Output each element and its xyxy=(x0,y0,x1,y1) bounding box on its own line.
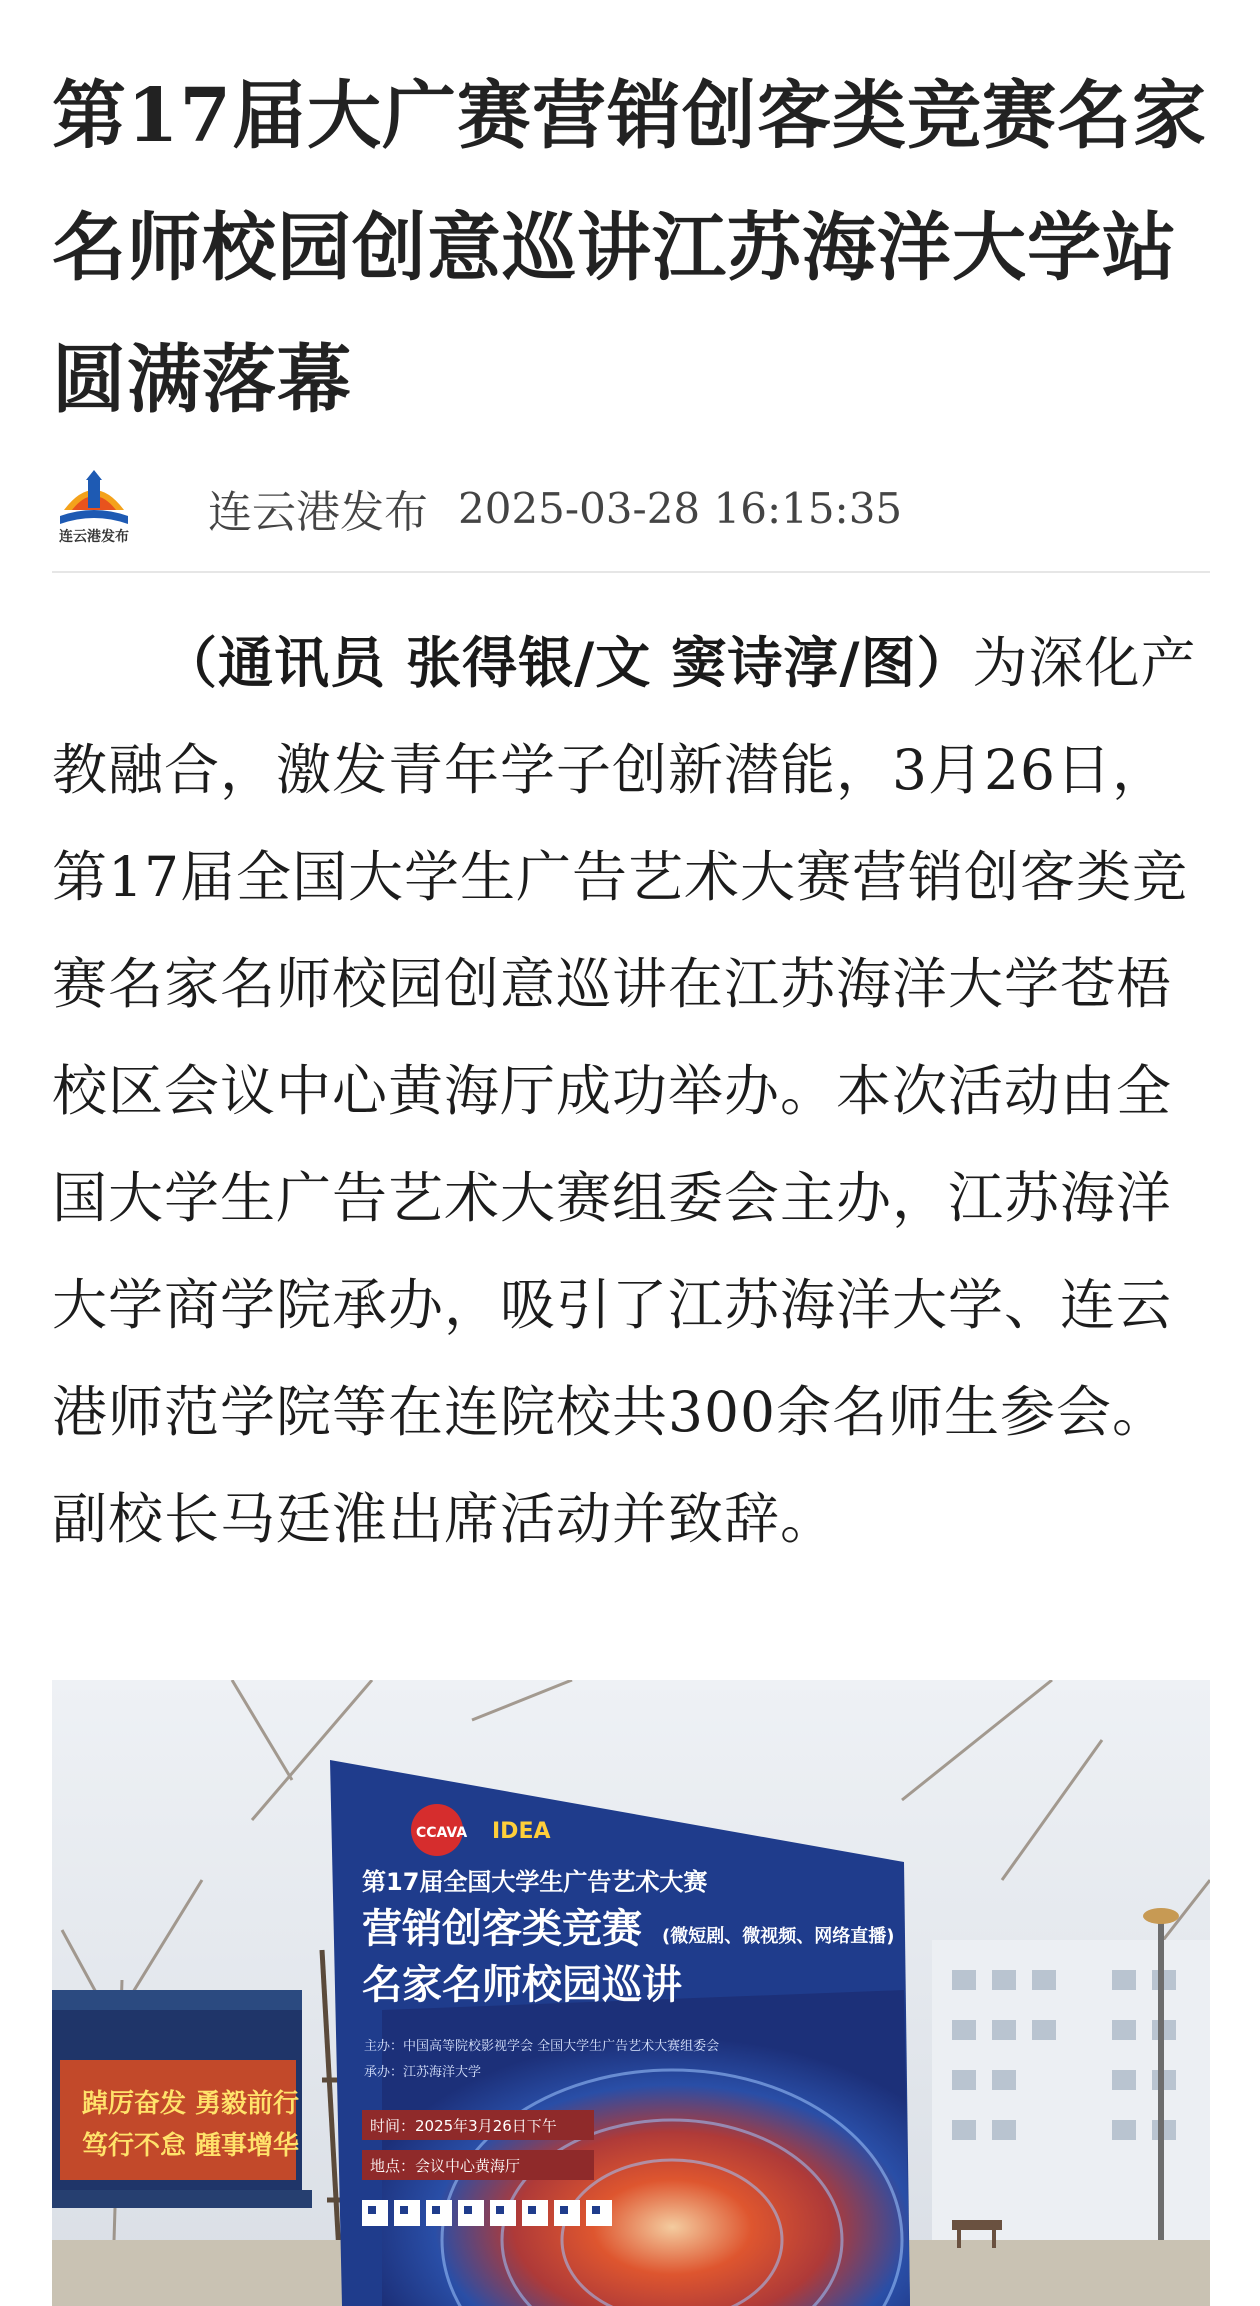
author-credit: （通讯员 张得银/文 窦诗淳/图） xyxy=(162,631,973,695)
board-title-2-sub: (微短剧、微视频、网络直播) xyxy=(662,1926,895,1947)
publish-time: 2025-03-28 16:15:35 xyxy=(458,483,903,533)
board-org-1: 主办：中国高等院校影视学会 全国大学生广告艺术大赛组委会 xyxy=(364,2039,720,2054)
article-page xyxy=(52,0,1210,2175)
article-meta xyxy=(52,468,1210,548)
article-title: 第17届大广赛营销创客类竞赛名家名师校园创意巡讲江苏海洋大学站圆满落幕 xyxy=(52,73,1207,423)
article-photo[interactable] xyxy=(52,1680,1210,2306)
paragraph-text: 为深化产教融合，激发青年学子创新潜能，3月26日，第17届全国大学生广告艺术大赛营销创客类竞赛名家名师校园创意巡讲在江苏海洋大学苍梧校区会议中心黄海厅成功举办。本次活动由全国大学生广告艺术大赛组委会主办，江苏海洋大学商学院承办，吸引了江苏海洋大学、连云港师范学院等在连院校共300余名师生参会。副校长马廷淮出席活动并致辞。 xyxy=(52,631,1197,1551)
board-place: 地点：会议中心黄海厅 xyxy=(370,2157,521,2175)
sign-text-2: 笃行不怠 踵事增华 xyxy=(82,2131,300,2161)
source-logo[interactable] xyxy=(52,470,136,546)
ccava-logo: CCAVA xyxy=(416,1825,468,1841)
article-paragraph xyxy=(52,610,1210,1573)
divider xyxy=(52,571,1210,573)
logo-caption: 连云港发布 xyxy=(59,529,129,545)
source-name[interactable]: 连云港发布 xyxy=(208,487,428,538)
board-title-2: 营销创客类竞赛 xyxy=(362,1906,642,1952)
idea-logo: IDEA xyxy=(492,1819,551,1844)
board-title-3: 名家名师校园巡讲 xyxy=(362,1962,682,2008)
event-board-photo xyxy=(52,1680,1210,2306)
board-title-1: 第17届全国大学生广告艺术大赛 xyxy=(362,1868,708,1896)
sign-text-1: 踔厉奋发 勇毅前行 xyxy=(82,2089,300,2119)
board-org-2: 承办：江苏海洋大学 xyxy=(364,2065,482,2080)
board-time: 时间：2025年3月26日下午 xyxy=(370,2117,557,2135)
lighthouse-logo-icon xyxy=(52,470,136,530)
